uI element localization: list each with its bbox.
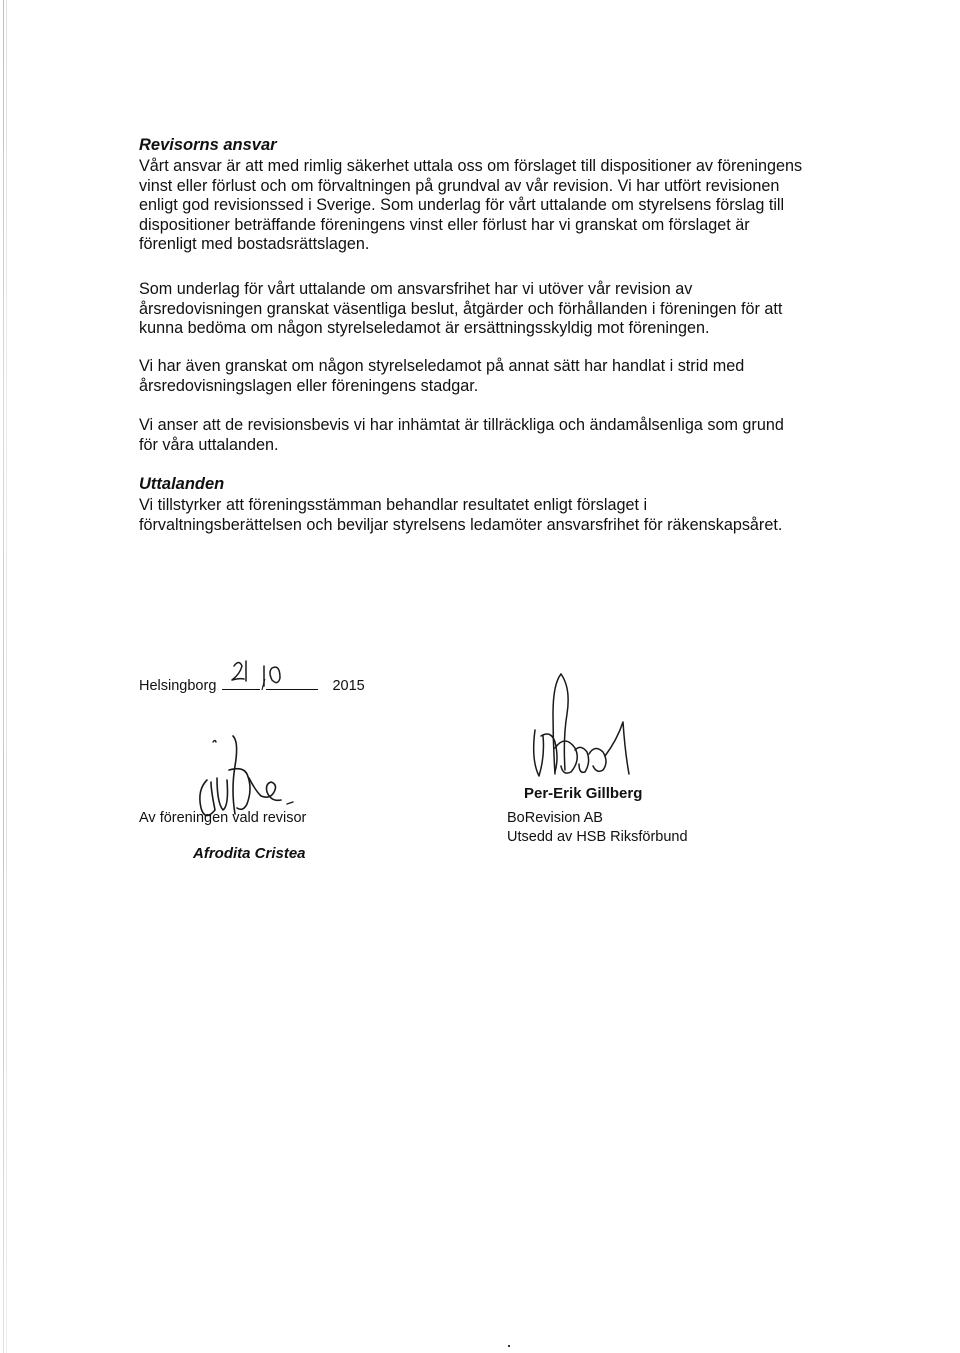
text-line: förvaltningsberättelsen och beviljar styrelsens ledamöter ansvarsfrihet för räkenskapsåret. xyxy=(139,515,783,534)
date-year: 2015 xyxy=(332,678,365,694)
text-line: Vi har även granskat om någon styrelseledamot på annat sätt har handlat i strid med xyxy=(139,357,745,375)
right-signer-company: BoRevision AB xyxy=(507,810,603,826)
text-line: Vårt ansvar är att med rimlig säkerhet uttala oss om förslaget till dispositioner av föreningens xyxy=(139,157,803,175)
text-line: Vi anser att de revisionsbevis vi har inhämtat är tillräckliga och ändamålsenliga som grund xyxy=(139,416,784,434)
text-line: dispositioner beträffande föreningens vinst eller förlust har vi granskat om förslaget är xyxy=(139,215,750,234)
section-heading-revisorns-ansvar: Revisorns ansvar xyxy=(139,136,277,154)
text-line: enligt god revisionssed i Sverige. Som underlag för vårt uttalande om styrelsens förslag till xyxy=(139,196,785,215)
text-line: årsredovisningen granskat väsentliga beslut, åtgärder och förhållanden i föreningen för att xyxy=(139,299,783,318)
left-signer-name: Afrodita Cristea xyxy=(193,845,306,862)
handwritten-date-image xyxy=(226,656,326,690)
text-line: förenligt med bostadsrättslagen. xyxy=(139,235,370,254)
paragraph-strid-med-lag xyxy=(139,357,869,396)
text-line: vinst eller förlust och om förvaltningen på grundval av vår revision. Vi har utfört revisionen xyxy=(139,176,780,195)
text-line: Vi tillstyrker att föreningsstämman behandlar resultatet enligt förslaget i xyxy=(139,496,648,514)
left-signer-role: Av föreningen vald revisor xyxy=(139,810,307,826)
right-signer-name: Per-Erik Gillberg xyxy=(524,785,643,802)
section-heading-uttalanden: Uttalanden xyxy=(139,475,225,493)
right-signer-appointed-by: Utsedd av HSB Riksförbund xyxy=(507,829,688,845)
text-line: Som underlag för vårt uttalande om ansvarsfrihet har vi utöver vår revision av xyxy=(139,280,693,298)
paragraph-revisionsbevis xyxy=(139,416,869,455)
place-name: Helsingborg xyxy=(139,678,217,694)
place-date-line: Helsingborg / 2015 xyxy=(139,675,365,695)
paragraph-uttalanden xyxy=(139,496,869,535)
text-line: kunna bedöma om någon styrelseledamot är ersättningsskyldig mot föreningen. xyxy=(139,319,710,338)
scan-edge-line xyxy=(3,0,4,1353)
scan-speck xyxy=(508,1345,510,1347)
text-line: för våra uttalanden. xyxy=(139,435,279,454)
text-line: årsredovisningslagen eller föreningens stadgar. xyxy=(139,376,479,395)
scan-edge-line xyxy=(6,0,7,1353)
paragraph-revisorns-ansvar xyxy=(139,157,869,255)
paragraph-ansvarsfrihet xyxy=(139,280,869,339)
right-signature-image xyxy=(505,670,655,800)
